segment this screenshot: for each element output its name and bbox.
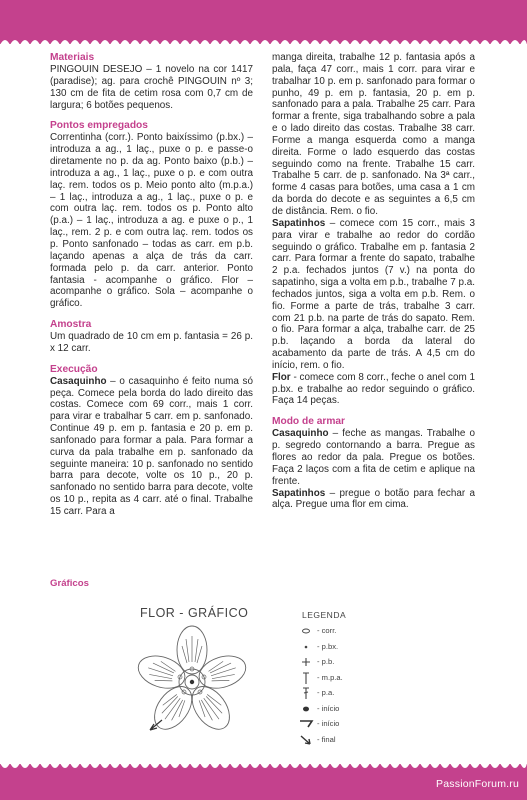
pontos-paragraph: Correntinha (corr.). Ponto baixíssimo (p.bx.) – introduza a ag., 1 laç., puxe o p. e passe-o diretamente no p. da ag. Ponto baixo (p.b.) – introduza a ag., 1 laç., puxe o p. e com outra laç. rem. todos os p. Meio ponto alto (m.p.a.) – 1 laç., introduza a ag., 1 laç., puxe o p. e com outra laç. rem. todos os p. Ponto alto (p.a.) – 1 laç., introduza a ag. e puxe o p., 1 laç., rem. 2 p. e com outra laç. rem. todos os p. Ponto sanfonado – todas as carr. em p.b. laçando apenas a alça de trás da carr. formada pelo p. da carr. anterior. Ponto fantasia - acompanhe o gráfico. Flor – acompanhe o gráfico. Sola – acompanhe o gráfico. <box>50 132 253 310</box>
legend-label: - início <box>317 703 340 713</box>
plus-icon <box>298 655 318 669</box>
scallop-edge-bottom <box>0 763 527 773</box>
flower-crochet-chart-icon <box>132 622 252 740</box>
left-text-column <box>50 52 253 518</box>
flor-paragraph <box>272 372 475 408</box>
legend-label: - m.p.a. <box>317 672 343 682</box>
section-title-graficos: Gráficos <box>50 578 89 589</box>
legend-item <box>298 624 428 640</box>
chart-legend <box>298 624 428 748</box>
sapatinhos-assembly-text: – pregue o botão para fechar a alça. Pregue uma flor em cima. <box>272 487 475 511</box>
right-text-column <box>272 52 475 511</box>
dot-icon <box>298 640 318 654</box>
legend-item <box>298 717 428 733</box>
legend-label: - p.a. <box>317 688 335 697</box>
continuation-paragraph: manga direita, trabalhe 12 p. fantasia após a pala, faça 47 corr., mais 1 corr. para virar e trabalhar 10 p. em p. sanfonado para formar o punho, 49 p. em p. fantasia, 20 p. em p. sanfonado para a pala. Trabalhe 25 carr. Para formar a frente, siga trabalhando sobre a pala e o lado direito das costas. Trabalhe 38 carr. Forme a manga esquerda como a manga direita. Forme o lado esquerdo das costas seguindo como na frente. Trabalhe 15 carr. Trabalhe 5 carr. de p. sanfonado. Na 3ª carr., forme 4 casas para botões, uma casa a 1 cm da borda do decote e as seguintes a 6,5 cm de distância. Rem. o fio. <box>272 52 475 217</box>
chain-oval-icon <box>298 624 318 638</box>
legend-label: - início <box>317 719 340 728</box>
execucao-text: – o casaquinho é feito numa só peça. Comece pela borda do lado direito das costas. Comece com 69 corr., mais 1 corr. para virar e trabalhar 5 carr. em p. sanfonado. Continue 49 p. em p. fantasia e 20 p. em p. sanfonado para formar a pala. Para formar a curva da pala trabalhe em p. sanfonado da seguinte maneira: 10 p. sanfonado no sentido barra para decote, volte os 10 p., 20 p. sanfonado no sentido barra para decote, volte os 10 p., repita as 4 carr. até o final. Trabalhe 15 carr. Para a <box>50 375 253 517</box>
treble-icon <box>298 686 318 700</box>
sapatinhos-paragraph <box>272 218 475 372</box>
flower-chart-title: FLOR - GRÁFICO <box>140 606 249 620</box>
casaquinho-assembly-text: – feche as mangas. Trabalhe o p. segredo contornando a barra. Pregue as flores ao redor da pala. Pregue os botões. Faça 2 laços com a fita de cetim e aplique na frente. <box>272 428 475 487</box>
legend-title: LEGENDA <box>302 610 347 620</box>
keyword-casaquinho-assembly: Casaquinho <box>272 428 329 440</box>
legend-label: - final <box>317 734 336 744</box>
keyword-flor: Flor <box>272 371 291 383</box>
scallop-edge-top <box>0 35 527 45</box>
section-title-pontos: Pontos empregados <box>50 120 148 132</box>
flor-text: - comece com 8 corr., feche o anel com 1 p.bx. e trabalhe ao redor seguindo o gráfico. Faça 14 peças. <box>272 371 475 407</box>
legend-item <box>298 702 428 718</box>
half-treble-icon <box>298 671 318 685</box>
amostra-paragraph: Um quadrado de 10 cm em p. fantasia = 26 p. x 12 carr. <box>50 331 253 354</box>
keyword-casaquinho: Casaquinho <box>50 375 107 387</box>
execucao-paragraph <box>50 376 253 518</box>
legend-label: - p.bx. <box>317 641 339 651</box>
watermark-text: PassionForum.ru <box>436 778 519 790</box>
sapatinhos-assembly-paragraph <box>272 488 475 512</box>
start-arrow-icon <box>298 717 318 731</box>
legend-item <box>298 640 428 656</box>
section-title-execucao: Execução <box>50 363 98 375</box>
bottom-decorative-band <box>0 764 527 800</box>
keyword-sapatinhos-assembly: Sapatinhos <box>272 487 326 499</box>
top-decorative-band <box>0 0 527 44</box>
section-title-modo-de-armar: Modo de armar <box>272 416 346 428</box>
legend-item <box>298 671 428 687</box>
section-title-materiais: Materiais <box>50 52 95 63</box>
legend-item <box>298 686 428 702</box>
legend-item <box>298 733 428 749</box>
legend-label: - p.b. <box>317 657 335 666</box>
section-title-amostra: Amostra <box>50 319 92 331</box>
casaquinho-assembly-paragraph <box>272 428 475 487</box>
end-arrow-icon <box>298 733 318 747</box>
legend-label: - corr. <box>317 626 337 635</box>
start-blob-icon <box>298 702 318 716</box>
legend-item <box>298 655 428 671</box>
keyword-sapatinhos: Sapatinhos <box>272 217 326 229</box>
sapatinhos-text: – comece com 15 corr., mais 3 para virar e trabalhe ao redor do cordão seguindo o gráfico. Trabalhe em p. fantasia 2 carr. Para formar a frente do sapato, trabalhe 2 p.a. fechados juntos (7 v.) na ponta do sapatinho, siga a volta em p.b., trabalhe 7 p.a. fechados juntos, siga a volta em p.b. Rem. o fio. Forme a parte de trás, trabalhe 3 carr. com 21 p.b. na parte de trás do sapato. Rem. o fio. Para formar a alça, trabalhe carr. de 25 p.b. laçando a borda da lateral do acabamento da parte de trás. A 4,5 cm do início, rem. o fio. <box>272 217 475 371</box>
materiais-paragraph: PINGOUIN DESEJO – 1 novelo na cor 1417 (paradise); ag. para crochê PINGOUIN nº 3; 130 cm de fita de cetim rosa com 0,7 cm de largura; 6 botões pequenos. <box>50 64 253 111</box>
